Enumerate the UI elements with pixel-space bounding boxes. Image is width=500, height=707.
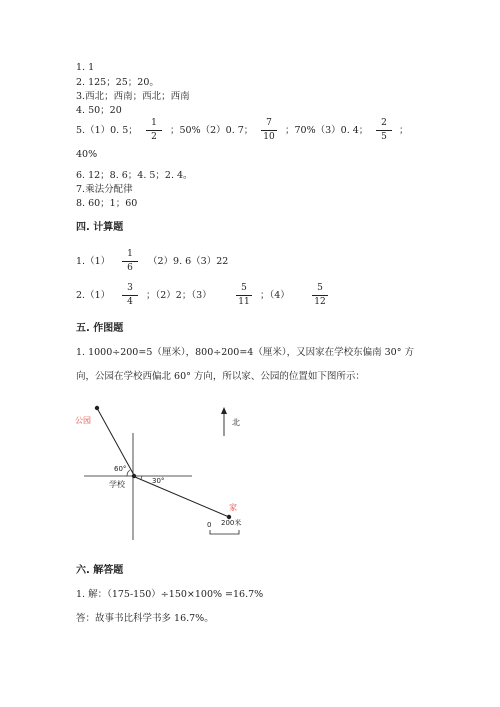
north-label: 北 [232,418,240,427]
answer-line-8: 8. 60；1；60 [76,198,138,209]
school-to-home-line [135,477,229,517]
answer-line-1: 1. 1 [76,62,95,73]
fraction-3-4: 3 4 [122,284,138,307]
solution-answer: 答：故事书比科学书多 16.7%。 [76,613,214,624]
answer-line-5-part1: 5.（1）0. 5； [76,125,138,136]
drawing-explanation-line-1: 1. 1000÷200=5（厘米），800÷200=4（厘米），又因家在学校东偏南 30° 方 [76,347,414,358]
answer-line-5-part3: ；70%（3）0. 4； [285,125,369,136]
school-label: 学校 [109,480,125,489]
fraction-5-11: 5 11 [236,284,252,307]
fraction-5-12: 5 12 [312,284,328,307]
fraction-2-5: 2 5 [376,119,392,142]
home-label: 家 [229,503,237,512]
scale-distance-label: 200米 [221,519,242,527]
answer-line-5-part4: ； [399,125,409,136]
angle-30-arc [141,476,142,479]
calc-q1-part2: （2）9. 6（3）22 [148,256,229,267]
north-arrow-icon [221,407,227,414]
answer-line-4: 4. 50；20 [76,105,122,116]
park-point [95,406,99,410]
answer-line-7: 7.乘法分配律 [76,184,133,195]
fraction-7-10: 7 10 [261,119,277,142]
fraction-1-6: 1 6 [122,250,138,273]
answer-line-5-part2: ；50%（2）0. 7； [170,125,254,136]
park-label: 公园 [75,416,91,425]
angle-30-label: 30° [152,477,165,485]
angle-60-label: 60° [114,465,127,473]
solution-line-1: 1. 解：（175-150）÷150×100% =16.7% [76,589,264,600]
answer-line-2: 2. 125；25；20。 [76,77,159,88]
section-4-title: 四. 计算题 [76,222,124,233]
scale-bar [210,530,239,534]
calc-q2-part2: ；（2）2；（3） [146,290,212,301]
calc-q1-part1: 1.（1） [76,256,111,267]
section-5-title: 五. 作图题 [76,323,124,334]
answer-line-5-part5: 40% [76,149,98,160]
answer-line-3: 3.西北；西南；西北；西南 [76,91,190,102]
section-6-title: 六. 解答题 [76,565,124,576]
drawing-explanation-line-2: 向，公园在学校西偏北 60° 方向，所以家、公园的位置如下图所示： [76,371,365,382]
scale-zero-label: 0 [207,521,212,529]
school-point [132,474,136,478]
angle-60-arc [127,470,130,476]
fraction-1-2: 1 2 [146,119,162,142]
answer-line-6: 6. 12；8. 6；4. 5；2. 4。 [76,170,193,181]
calc-q2-part3: ；（4） [260,290,290,301]
calc-q2-part1: 2.（1） [76,290,111,301]
